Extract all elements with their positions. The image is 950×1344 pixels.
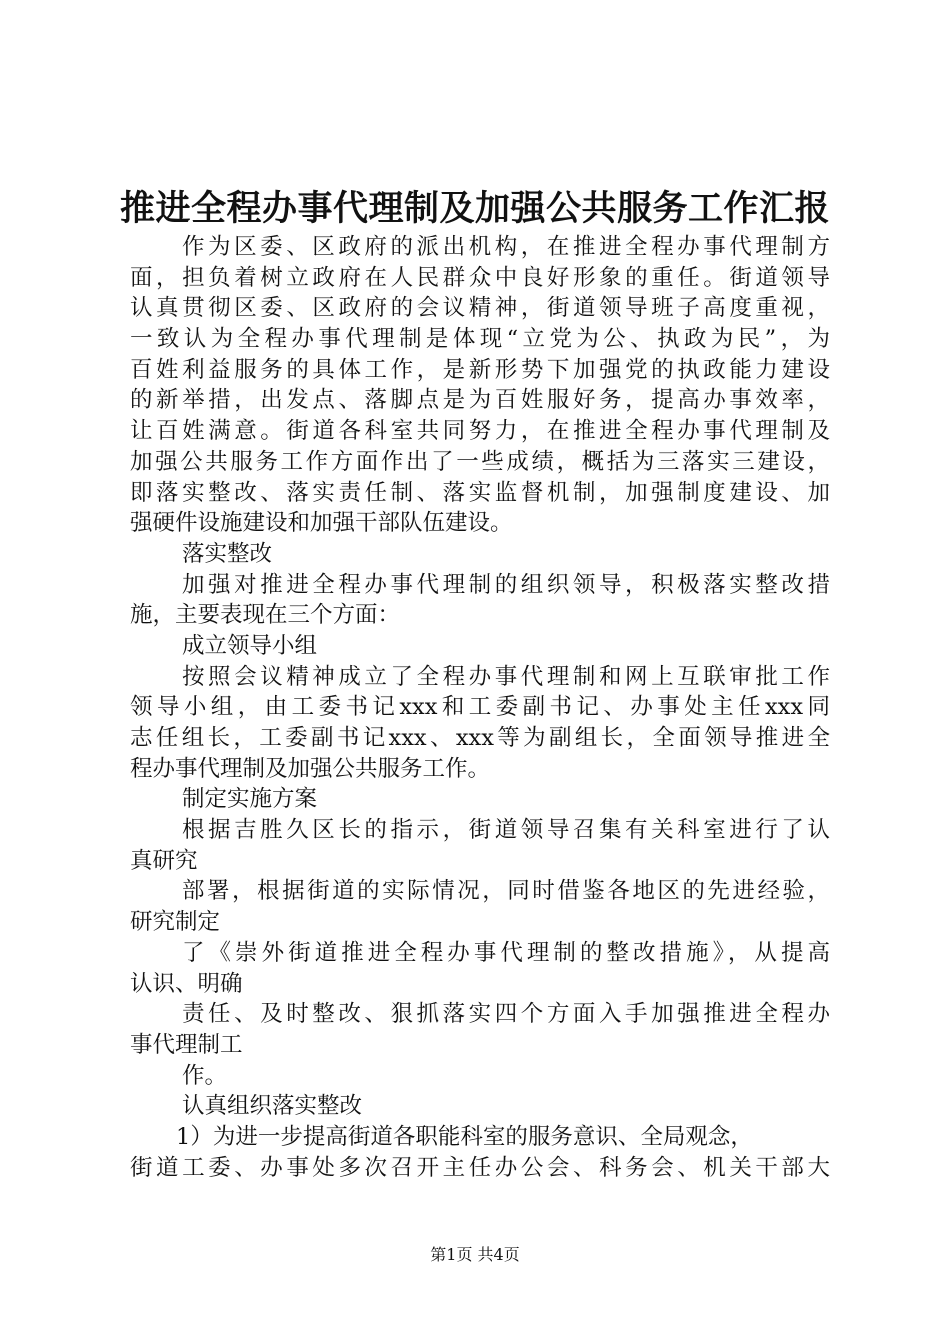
text-line: 加强公共服务工作方面作出了一些成绩，概括为三落实三建设， — [130, 448, 830, 475]
text-line: 加强对推进全程办事代理制的组织领导，积极落实整改措 — [182, 571, 830, 598]
text-line: 部署，根据街道的实际情况，同时借鉴各地区的先进经验， — [182, 878, 830, 905]
text-line: 让百姓满意。街道各科室共同努力，在推进全程办事代理制及 — [130, 418, 830, 445]
section-heading: 落实整改 — [182, 540, 273, 567]
text-line: 领导小组，由工委书记xxx和工委副书记、办事处主任xxx同 — [130, 694, 830, 721]
text-line: 街道工委、办事处多次召开主任办公会、科务会、机关干部大 — [130, 1154, 830, 1181]
text-line: 了《崇外街道推进全程办事代理制的整改措施》，从提高 — [182, 939, 830, 966]
text-line: 作。 — [182, 1062, 228, 1089]
text-line: 根据吉胜久区长的指示，街道领导召集有关科室进行了认 — [182, 817, 830, 844]
text-line: 认真贯彻区委、区政府的会议精神，街道领导班子高度重视， — [130, 295, 830, 322]
document-body — [130, 232, 830, 1183]
text-line: 程办事代理制及加强公共服务工作。 — [130, 755, 491, 782]
text-line: 作为区委、区政府的派出机构，在推进全程办事代理制方 — [182, 234, 830, 260]
text-line: 百姓利益服务的具体工作，是新形势下加强党的执政能力建设 — [130, 356, 830, 383]
text-line: 责任、及时整改、狠抓落实四个方面入手加强推进全程办 — [182, 1001, 830, 1028]
section-heading: 成立领导小组 — [182, 632, 318, 659]
page-footer: 第1页 共4页 — [430, 1245, 520, 1264]
text-line: 志任组长，工委副书记xxx、xxx等为副组长，全面领导推进全 — [130, 725, 830, 751]
text-line: 真研究 — [130, 847, 198, 874]
text-line: 面，担负着树立政府在人民群众中良好形象的重任。街道领导 — [130, 264, 830, 291]
text-line: 即落实整改、落实责任制、落实监督机制，加强制度建设、加 — [130, 479, 830, 506]
text-line: 认识、明确 — [130, 970, 243, 997]
text-line: 研究制定 — [130, 909, 221, 936]
document-title: 推进全程办事代理制及加强公共服务工作汇报 — [119, 189, 830, 229]
text-line: 1）为进一步提高街道各职能科室的服务意识、全局观念， — [176, 1123, 753, 1150]
text-line: 强硬件设施建设和加强干部队伍建设。 — [130, 510, 513, 537]
text-line: 事代理制工 — [130, 1031, 243, 1058]
section-heading: 认真组织落实整改 — [182, 1093, 363, 1120]
text-line: 施，主要表现在三个方面： — [130, 602, 401, 629]
text-line: 按照会议精神成立了全程办事代理制和网上互联审批工作 — [182, 663, 830, 690]
text-line: 的新举措，出发点、落脚点是为百姓服好务，提高办事效率， — [130, 387, 830, 414]
section-heading: 制定实施方案 — [182, 786, 318, 813]
text-line: 一致认为全程办事代理制是体现“立党为公、执政为民”，为 — [130, 326, 830, 353]
